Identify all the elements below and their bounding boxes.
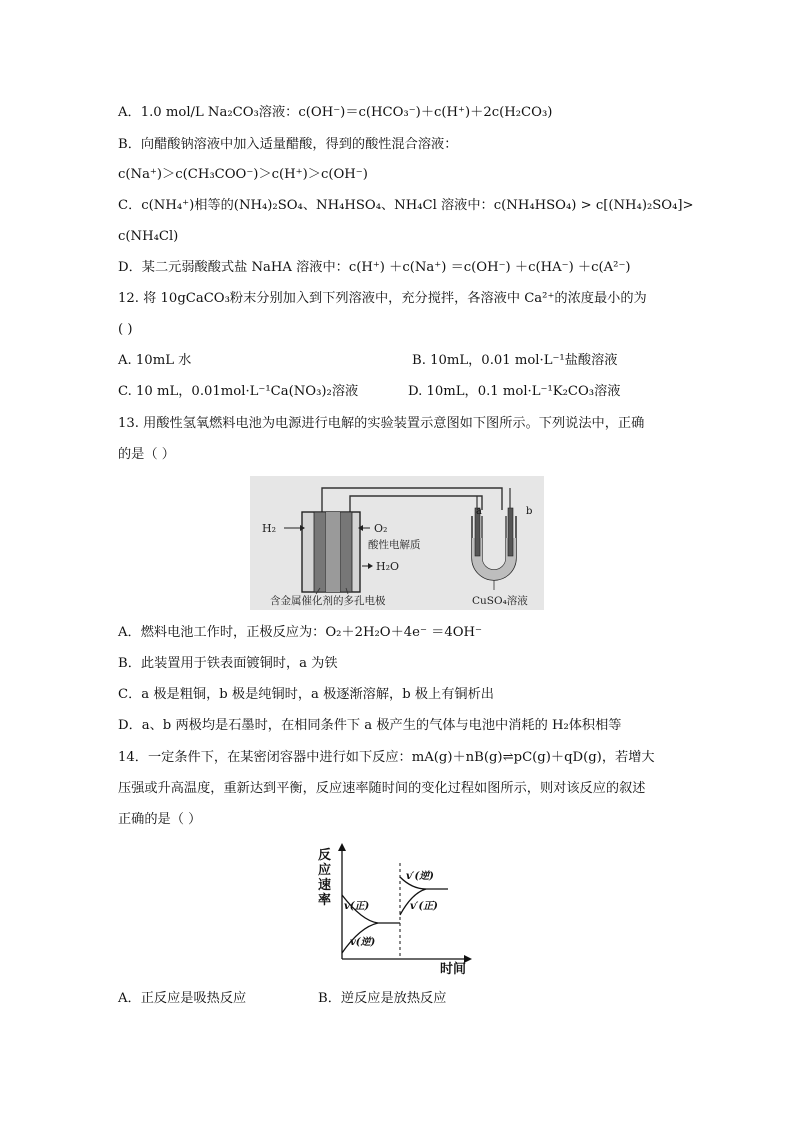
y-label-3: 速 (318, 878, 332, 893)
electrode-b-label: b (526, 506, 533, 517)
v-reverse-new-label: v′(逆) (406, 871, 434, 882)
v-reverse-label: v(逆) (350, 937, 376, 948)
y-label-1: 反 (318, 848, 332, 863)
rate-time-graph (316, 843, 474, 975)
electrode-caption: 含金属催化剂的多孔电极 (270, 595, 386, 607)
fuel-cell-electrolysis-figure (250, 476, 544, 610)
y-label-2: 应 (318, 863, 332, 878)
q12-answer-paren: ( ) (118, 322, 133, 337)
h2o-label: H₂O (376, 560, 400, 573)
q12-option-a: A. 10mL 水 (118, 353, 192, 368)
cuso4-label: CuSO₄溶液 (472, 595, 528, 607)
acid-electrolyte (326, 512, 340, 592)
h2-label: H₂ (262, 522, 277, 535)
q12-option-d: D. 10mL，0.1 mol·L⁻¹K₂CO₃溶液 (408, 384, 621, 399)
electrode-a-label: a (476, 506, 482, 517)
q13-option-b: B．此装置用于铁表面镀铜时，a 为铁 (118, 656, 338, 671)
q13-stem-line1: 13. 用酸性氢氧燃料电池为电源进行电解的实验装置示意图如下图所示。下列说法中，正确 (118, 416, 645, 431)
q14-stem-line3: 正确的是（ ） (118, 812, 202, 827)
q11-option-a: A．1.0 mol/L Na₂CO₃溶液：c(OH⁻)＝c(HCO₃⁻)＋c(H⁺)＋2c(H₂CO₃) (118, 105, 553, 120)
q11-option-c-line2: c(NH₄Cl) (118, 229, 179, 244)
electrolyte-label: 酸性电解质 (368, 539, 421, 551)
y-label-4: 率 (318, 893, 332, 908)
porous-electrode-left (314, 512, 326, 592)
v-forward-new-label: v′(正) (410, 901, 438, 912)
o2-label: O₂ (374, 522, 388, 535)
electrode-b (508, 508, 513, 556)
q11-option-b-line2: c(Na⁺)＞c(CH₃COO⁻)＞c(H⁺)＞c(OH⁻) (118, 167, 368, 182)
q12-stem: 12. 将 10gCaCO₃粉末分别加入到下列溶液中，充分搅拌，各溶液中 Ca²⁺的浓度最小的为 (118, 291, 647, 306)
porous-electrode-right (340, 512, 352, 592)
q12-option-b: B. 10mL，0.01 mol·L⁻¹盐酸溶液 (412, 353, 618, 368)
q14-option-b: B．逆反应是放热反应 (318, 991, 447, 1006)
q12-option-c: C. 10 mL，0.01mol·L⁻¹Ca(NO₃)₂溶液 (118, 384, 359, 399)
q14-option-a: A．正反应是吸热反应 (118, 991, 247, 1006)
q13-option-c: C．a 极是粗铜，b 极是纯铜时，a 极逐渐溶解，b 极上有铜析出 (118, 687, 494, 702)
q11-option-b-line1: B．向醋酸钠溶液中加入适量醋酸，得到的酸性混合溶液： (118, 137, 458, 152)
q14-stem-line2: 压强或升高温度，重新达到平衡，反应速率随时间的变化过程如图所示，则对该反应的叙述 (118, 781, 646, 796)
q11-option-d: D．某二元弱酸酸式盐 NaHA 溶液中：c(H⁺) ＋c(Na⁺) ＝c(OH⁻) ＋c(HA⁻) ＋c(A²⁻) (118, 260, 631, 275)
q11-option-c-line1: C．c(NH₄⁺)相等的(NH₄)₂SO₄、NH₄HSO₄、NH₄Cl 溶液中：c(NH₄HSO₄) > c[(NH₄)₂SO₄]> (118, 198, 694, 213)
x-label: 时间 (440, 962, 467, 975)
q13-option-d: D．a、b 两极均是石墨时，在相同条件下 a 极产生的气体与电池中消耗的 H₂体积相等 (118, 718, 622, 733)
q13-stem-line2: 的是（ ） (118, 447, 175, 462)
v-forward-label: v(正) (344, 901, 370, 912)
q14-stem-line1: 14．一定条件下，在某密闭容器中进行如下反应：mA(g)＋nB(g)⇌pC(g)＋qD(g)，若增大 (118, 750, 655, 765)
q13-option-a: A．燃料电池工作时，正极反应为：O₂＋2H₂O＋4e⁻ ＝4OH⁻ (118, 625, 482, 640)
